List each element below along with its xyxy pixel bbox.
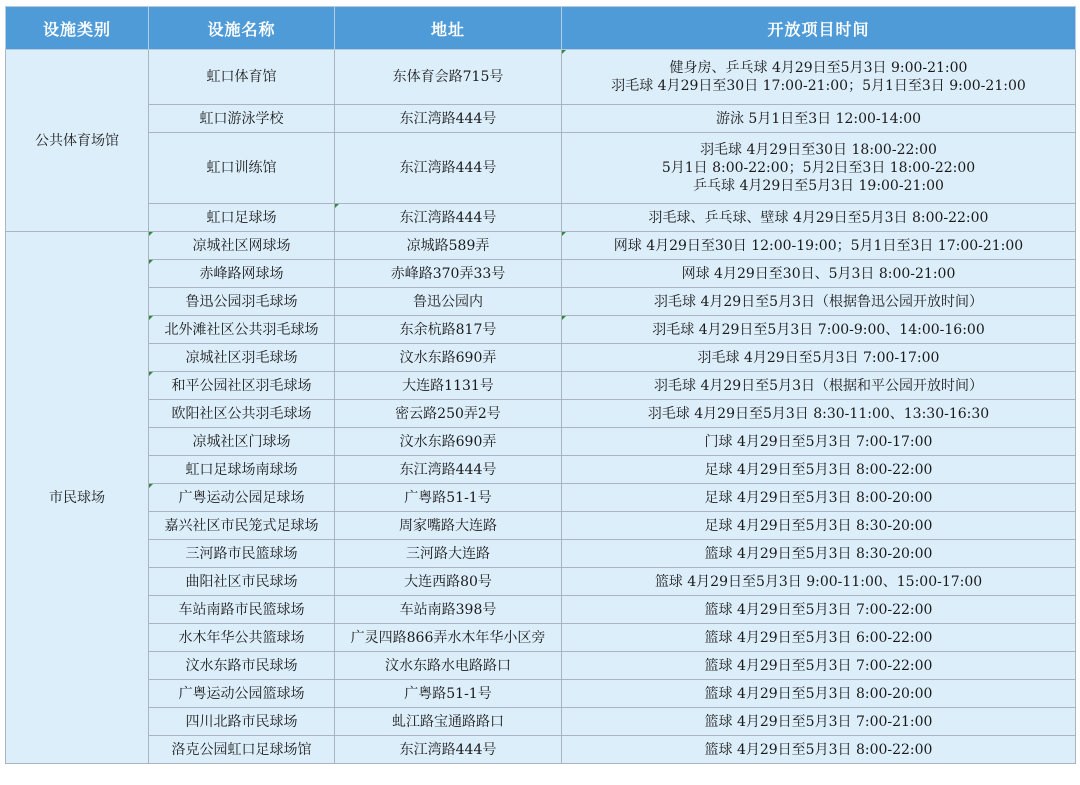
table-row [6,484,1076,512]
schedule-line: 5月1日 8:00-22:00；5月2日至3日 18:00-22:00 [661,160,976,176]
facility-name-cell: 鲁迅公园羽毛球场 [149,288,335,316]
schedule-cell: 羽毛球 4月29日至5月3日 8:30-11:00、13:30-16:30 [562,400,1076,428]
address-cell: 大连路1131号 [335,372,562,400]
schedule-cell [562,105,1076,133]
address-cell: 东体育会路715号 [335,50,562,105]
address-cell: 东余杭路817号 [335,316,562,344]
address-cell: 汶水东路690弄 [335,428,562,456]
address-cell: 广粤路51-1号 [335,680,562,708]
facility-name-cell: 凉城社区网球场 [149,232,335,260]
address-cell: 三河路大连路 [335,540,562,568]
table-row [6,133,1076,204]
address-cell: 车站南路398号 [335,596,562,624]
facility-name-cell: 广粤运动公园足球场 [149,484,335,512]
address-cell: 汶水东路水电路路口 [335,652,562,680]
table-row [6,50,1076,105]
table-row [6,568,1076,596]
facility-name-cell: 虹口训练馆 [149,133,335,204]
table-row [6,456,1076,484]
facility-name-cell: 虹口足球场 [149,204,335,232]
address-cell: 鲁迅公园内 [335,288,562,316]
address-cell: 凉城路589弄 [335,232,562,260]
facility-name-cell: 和平公园社区羽毛球场 [149,372,335,400]
table-row [6,260,1076,288]
facility-name-cell: 嘉兴社区市民笼式足球场 [149,512,335,540]
schedule-line: 健身房、乒乓球 4月29日至5月3日 9:00-21:00 [669,60,968,76]
facility-name-cell: 北外滩社区公共羽毛球场 [149,316,335,344]
schedule-cell: 篮球 4月29日至5月3日 7:00-21:00 [562,708,1076,736]
address-cell: 密云路250弄2号 [335,400,562,428]
facility-name-cell: 凉城社区羽毛球场 [149,344,335,372]
facility-name-cell: 洛克公园虹口足球场馆 [149,736,335,764]
header-facility-name: 设施名称 [149,7,335,50]
table-row [6,316,1076,344]
address-cell: 广灵四路866弄水木年华小区旁 [335,624,562,652]
header-address: 地址 [335,7,562,50]
facility-schedule-sheet [5,6,1075,764]
facility-name-cell: 广粤运动公园篮球场 [149,680,335,708]
facility-name-cell: 车站南路市民篮球场 [149,596,335,624]
schedule-line: 羽毛球 4月29日至30日 18:00-22:00 [700,142,937,158]
schedule-cell: 羽毛球 4月29日至5月3日 7:00-17:00 [562,344,1076,372]
table-row [6,652,1076,680]
facility-name-cell: 欧阳社区公共羽毛球场 [149,400,335,428]
facility-name-cell: 水木年华公共篮球场 [149,624,335,652]
facility-name-cell: 虹口足球场南球场 [149,456,335,484]
table-row [6,105,1076,133]
header-category: 设施类别 [6,7,149,50]
table-row [6,232,1076,260]
schedule-cell [562,133,1076,204]
address-cell: 东江湾路444号 [335,456,562,484]
header-schedule: 开放项目时间 [562,7,1076,50]
address-cell: 虬江路宝通路路口 [335,708,562,736]
category-cell: 市民球场 [6,232,149,764]
schedule-cell: 羽毛球 4月29日至5月3日（根据和平公园开放时间） [562,372,1076,400]
schedule-cell: 足球 4月29日至5月3日 8:00-20:00 [562,484,1076,512]
schedule-line: 乒乓球 4月29日至5月3日 19:00-21:00 [693,178,944,194]
table-row [6,540,1076,568]
schedule-line: 游泳 5月1日至3日 12:00-14:00 [715,110,922,127]
address-cell: 东江湾路444号 [335,204,562,232]
table-row [6,736,1076,764]
schedule-cell: 篮球 4月29日至5月3日 7:00-22:00 [562,652,1076,680]
category-cell: 公共体育场馆 [6,50,149,232]
address-cell: 广粤路51-1号 [335,484,562,512]
table-row [6,596,1076,624]
table-row [6,344,1076,372]
schedule-cell [562,50,1076,105]
table-row [6,512,1076,540]
schedule-cell: 羽毛球 4月29日至5月3日 7:00-9:00、14:00-16:00 [562,316,1076,344]
schedule-cell: 篮球 4月29日至5月3日 9:00-11:00、15:00-17:00 [562,568,1076,596]
schedule-cell: 羽毛球 4月29日至5月3日（根据鲁迅公园开放时间） [562,288,1076,316]
address-cell: 周家嘴路大连路 [335,512,562,540]
schedule-cell: 篮球 4月29日至5月3日 7:00-22:00 [562,596,1076,624]
table-row [6,288,1076,316]
schedule-cell: 足球 4月29日至5月3日 8:30-20:00 [562,512,1076,540]
schedule-cell: 篮球 4月29日至5月3日 8:30-20:00 [562,540,1076,568]
facility-name-cell: 虹口游泳学校 [149,105,335,133]
schedule-cell: 篮球 4月29日至5月3日 8:00-20:00 [562,680,1076,708]
table-row [6,680,1076,708]
facility-name-cell: 赤峰路网球场 [149,260,335,288]
schedule-line: 羽毛球 4月29日至30日 17:00-21:00；5月1日至3日 9:00-21:00 [611,78,1026,94]
table-row [6,708,1076,736]
schedule-cell: 篮球 4月29日至5月3日 6:00-22:00 [562,624,1076,652]
schedule-cell [562,204,1076,232]
address-cell: 东江湾路444号 [335,736,562,764]
schedule-cell: 门球 4月29日至5月3日 7:00-17:00 [562,428,1076,456]
schedule-cell: 网球 4月29日至30日、5月3日 8:00-21:00 [562,260,1076,288]
schedule-line: 羽毛球、乒乓球、壁球 4月29日至5月3日 8:00-22:00 [648,209,989,226]
address-cell: 东江湾路444号 [335,133,562,204]
table-row [6,372,1076,400]
schedule-cell: 网球 4月29日至30日 12:00-19:00；5月1日至3日 17:00-21:00 [562,232,1076,260]
schedule-cell: 足球 4月29日至5月3日 8:00-22:00 [562,456,1076,484]
address-cell: 汶水东路690弄 [335,344,562,372]
table-row [6,624,1076,652]
facility-name-cell: 三河路市民篮球场 [149,540,335,568]
facility-name-cell: 凉城社区门球场 [149,428,335,456]
address-cell: 大连西路80号 [335,568,562,596]
facility-schedule-table [5,6,1076,764]
address-cell: 东江湾路444号 [335,105,562,133]
header-row [6,7,1076,50]
table-row [6,400,1076,428]
table-row [6,204,1076,232]
facility-name-cell: 汶水东路市民球场 [149,652,335,680]
address-cell: 赤峰路370弄33号 [335,260,562,288]
facility-name-cell: 虹口体育馆 [149,50,335,105]
facility-name-cell: 四川北路市民球场 [149,708,335,736]
schedule-cell: 篮球 4月29日至5月3日 8:00-22:00 [562,736,1076,764]
facility-name-cell: 曲阳社区市民球场 [149,568,335,596]
table-row [6,428,1076,456]
